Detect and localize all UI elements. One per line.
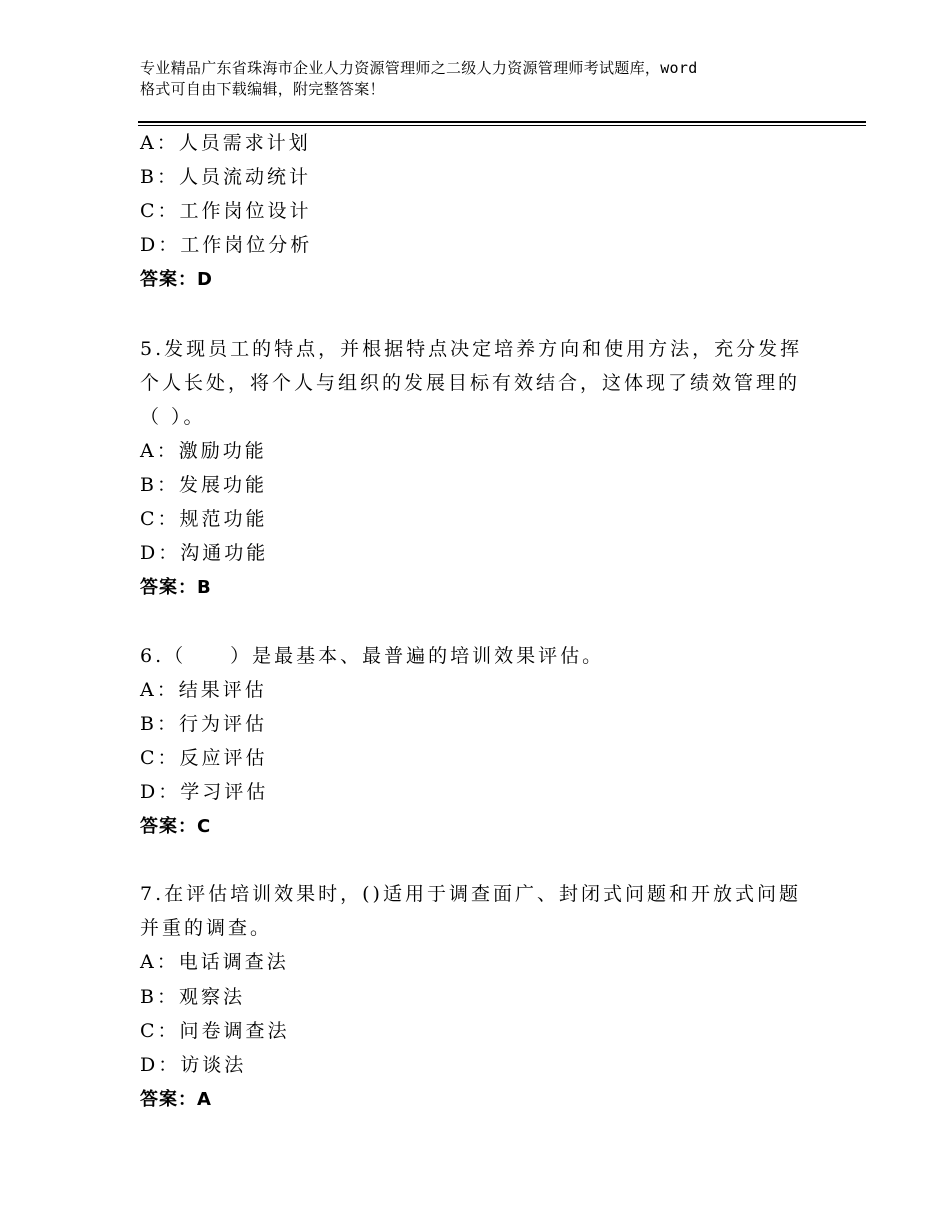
option-b: B：行为评估	[140, 713, 267, 735]
answer-label: 答案：C	[140, 816, 212, 837]
option-b: B：发展功能	[140, 474, 267, 496]
header-line-1: 专业精品广东省珠海市企业人力资源管理师之二级人力资源管理师考试题库，word	[140, 59, 698, 77]
option-c: C：反应评估	[140, 747, 268, 769]
question-5-text: （ ）。	[140, 406, 206, 428]
option-a: A：激励功能	[140, 440, 267, 462]
header-line-2: 格式可自由下载编辑，附完整答案！	[140, 80, 385, 98]
option-a: A：人员需求计划	[140, 132, 311, 154]
option-b: B：观察法	[140, 986, 245, 1008]
option-b: B：人员流动统计	[140, 166, 311, 188]
header-divider-thin	[138, 125, 866, 126]
option-d: D：学习评估	[140, 781, 269, 803]
question-7-text: 并重的调查。	[140, 917, 273, 939]
document-header	[140, 58, 830, 100]
option-c: C：规范功能	[140, 508, 268, 530]
header-divider	[138, 121, 866, 123]
answer-label: 答案：B	[140, 577, 212, 598]
option-a: A：结果评估	[140, 679, 267, 701]
question-6-text: 6.（ ）是最基本、最普遍的培训效果评估。	[140, 645, 605, 667]
question-5-text: 个人长处，将个人与组织的发展目标有效结合，这体现了绩效管理的	[140, 372, 801, 394]
option-a: A：电话调查法	[140, 951, 289, 973]
question-5-text: 5.发现员工的特点，并根据特点决定培养方向和使用方法，充分发挥	[140, 338, 803, 360]
question-7-text: 7.在评估培训效果时，()适用于调查面广、封闭式问题和开放式问题	[140, 883, 801, 905]
option-c: C：问卷调查法	[140, 1020, 290, 1042]
option-d: D：沟通功能	[140, 542, 269, 564]
option-c: C：工作岗位设计	[140, 200, 312, 222]
answer-label: 答案：D	[140, 269, 213, 290]
answer-label: 答案：A	[140, 1089, 212, 1110]
option-d: D：访谈法	[140, 1054, 247, 1076]
option-d: D：工作岗位分析	[140, 234, 313, 256]
